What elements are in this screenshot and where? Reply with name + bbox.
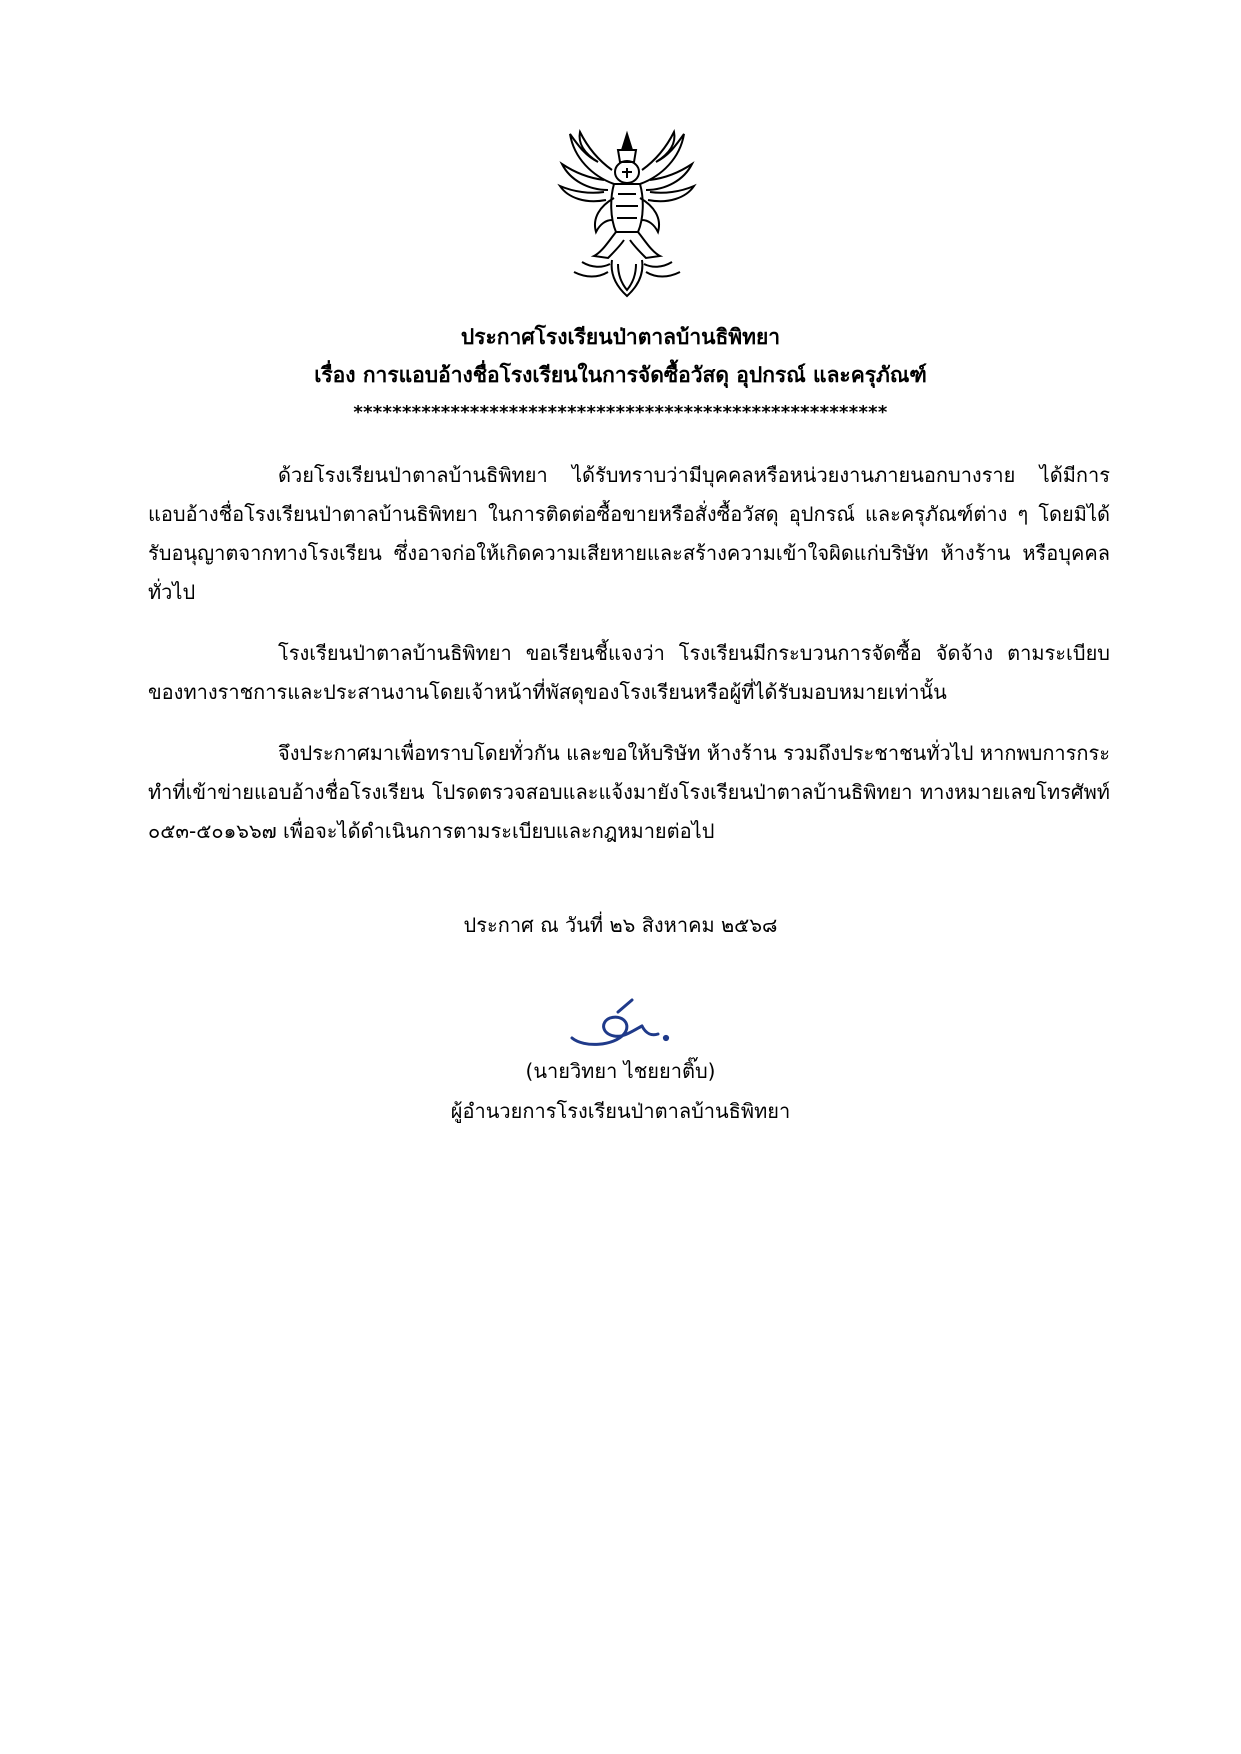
separator-line: ******************************************************* — [353, 402, 888, 423]
body-paragraph-2: โรงเรียนป่าตาลบ้านธิพิทยา ขอเรียนชี้แจงว่า โรงเรียนมีกระบวนการจัดซื้อ จัดจ้าง ตามระเบียบของทางราชการและประสานงานโดยเจ้าหน้าที่พัสดุของโรงเรียนหรือผู้ที่ได้รับมอบหมายเท่านั้น — [148, 641, 1110, 704]
announcement-date: ประกาศ ณ วันที่ ๒๖ สิงหาคม ๒๕๖๘ — [463, 913, 778, 937]
body-paragraph-3: จึงประกาศมาเพื่อทราบโดยทั่วกัน และขอให้บริษัท ห้างร้าน รวมถึงประชาชนทั่วไป หากพบการกระทำที่เข้าข่ายแอบอ้างชื่อโรงเรียน โปรดตรวจสอบและแจ้งมายังโรงเรียนป่าตาลบ้านธิพิทยา ทางหมายเลขโทรศัพท์ ๐๕๓-๕๐๑๖๖๗ เพื่อจะได้ดำเนินการตามระเบียบและกฎหมายต่อไป — [148, 741, 1110, 843]
signer-position: ผู้อำนวยการโรงเรียนป่าตาลบ้านธิพิทยา — [450, 1099, 791, 1123]
handwritten-signature — [562, 990, 682, 1050]
garuda-emblem-icon — [552, 128, 702, 303]
signer-name: (นายวิทยา ไชยยาติ๊บ) — [525, 1059, 716, 1083]
announcement-subject: เรื่อง การแอบอ้างชื่อโรงเรียนในการจัดซื้อวัสดุ อุปกรณ์ และครุภัณฑ์ — [314, 363, 927, 387]
body-paragraph-1: ด้วยโรงเรียนป่าตาลบ้านธิพิทยา ได้รับทราบว่ามีบุคคลหรือหน่วยงานภายนอกบางราย ได้มีการแอบอ้างชื่อโรงเรียนป่าตาลบ้านธิพิทยา ในการติดต่อซื้อขายหรือสั่งซื้อวัสดุ อุปกรณ์ และครุภัณฑ์ต่าง ๆ โดยมิได้รับอนุญาตจากทางโรงเรียน ซึ่งอาจก่อให้เกิดความเสียหายและสร้างความเข้าใจผิดแก่บริษัท ห้างร้าน หรือบุคคลทั่วไป — [148, 463, 1110, 604]
announcement-title: ประกาศโรงเรียนป่าตาลบ้านธิพิทยา — [460, 325, 781, 349]
